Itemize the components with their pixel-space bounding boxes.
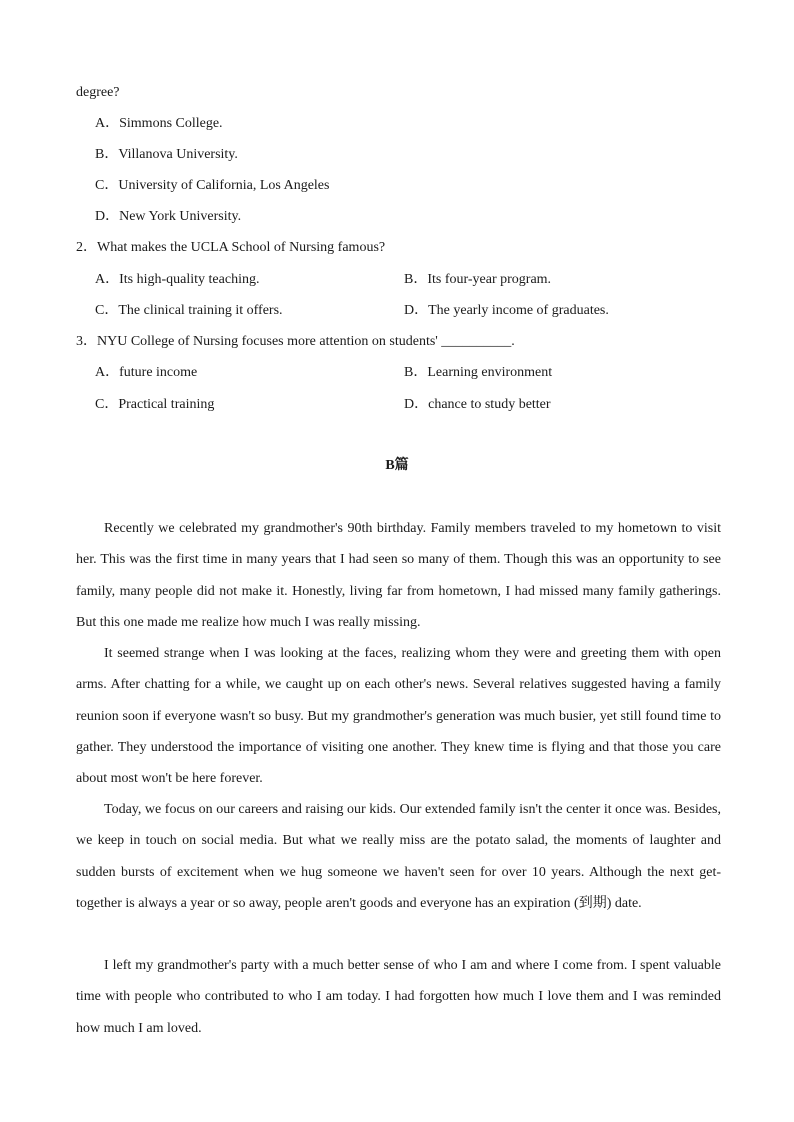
question-1-tail: degree? <box>76 85 120 100</box>
question-3-stem: 3．NYU College of Nursing focuses more attention on students' __________. <box>76 334 515 349</box>
q3-option-d: D．chance to study better <box>404 397 551 412</box>
q3-option-c: C．Practical training <box>95 397 215 412</box>
q2-option-c: C．The clinical training it offers. <box>95 303 283 318</box>
passage-paragraph-4: I left my grandmother's party with a much better sense of who I am and where I come from. I spent valuable time with people who contributed to who I am today. I had forgotten how much I love them and I was reminded how much I am loved. <box>76 958 721 1036</box>
passage-paragraph-2: It seemed strange when I was looking at the faces, realizing whom they were and greeting them with open arms. After chatting for a while, we caught up on each other's news. Several relatives suggested having a family reunion soon if everyone wasn't so busy. But my grandmother's generation was much busier, yet still found time to gather. They understood the importance of visiting one another. They knew time is flying and that those you care about most won't be here forever. <box>76 646 721 787</box>
q1-option-d: D．New York University. <box>95 209 242 224</box>
q2-option-a: A．Its high-quality teaching. <box>95 272 260 287</box>
q2-option-b: B．Its four-year program. <box>404 272 552 287</box>
question-2-stem: 2．What makes the UCLA School of Nursing famous? <box>76 240 386 255</box>
q3-option-b: B．Learning environment <box>404 365 553 380</box>
q2-option-d: D．The yearly income of graduates. <box>404 303 609 318</box>
q1-option-b: B．Villanova University. <box>95 147 238 162</box>
section-b-title: B篇 <box>385 458 409 473</box>
passage-paragraph-3: Today, we focus on our careers and raising our kids. Our extended family isn't the center it once was. Besides, we keep in touch on social media. But what we really miss are the potato salad, the moments of laughter and sudden bursts of excitement when we hug someone we haven't seen for over 10 years. Although the next get-together is always a year or so away, people aren't goods and everyone has an expiration (到期) date. <box>76 802 721 911</box>
q1-option-c: C．University of California, Los Angeles <box>95 178 330 193</box>
q3-option-a: A．future income <box>95 365 198 380</box>
passage-paragraph-1: Recently we celebrated my grandmother's 90th birthday. Family members traveled to my hometown to visit her. This was the first time in many years that I had seen so many of them. Though this was an opportunity to see family, many people did not make it. Honestly, living far from hometown, I had missed many family gatherings. But this one made me realize how much I was really missing. <box>76 521 721 630</box>
q1-option-a: A．Simmons College. <box>95 116 223 131</box>
